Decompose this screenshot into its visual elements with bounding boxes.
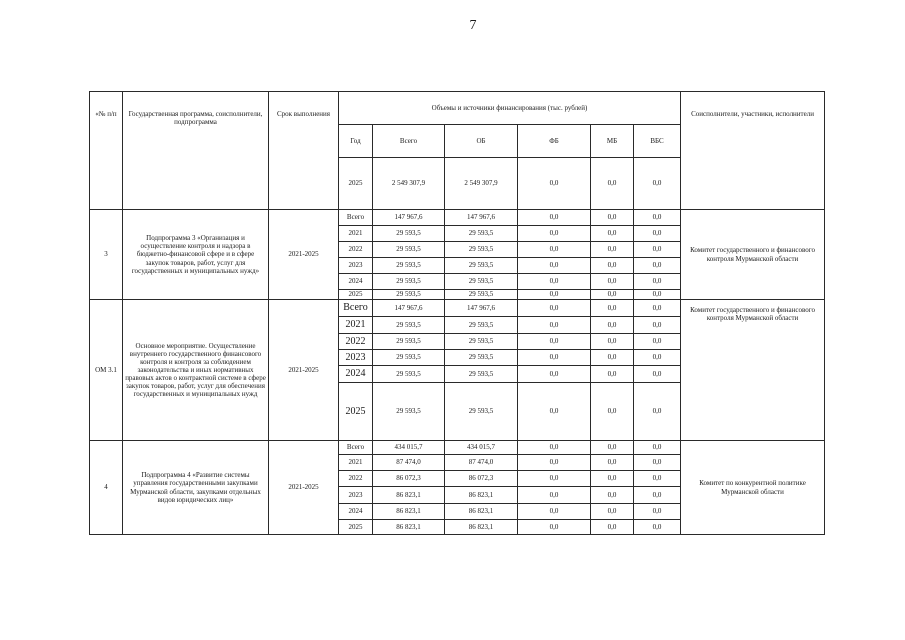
- value-cell: 29 593,5: [373, 334, 445, 350]
- year-cell: 2025: [339, 290, 373, 300]
- section-name: Подпрограмма 4 «Развитие системы управления государственными закупками Мурманской области, закупками отдельных видов юридических лиц»: [123, 441, 269, 535]
- value-cell: 29 593,5: [373, 290, 445, 300]
- value-cell: 29 593,5: [445, 290, 518, 300]
- year-cell: 2024: [339, 504, 373, 520]
- header-funding: Объемы и источники финансирования (тыс. рублей): [339, 92, 681, 125]
- value-cell: 0,0: [518, 290, 591, 300]
- value-cell: 0,0: [634, 334, 681, 350]
- value-cell: 29 593,5: [373, 383, 445, 441]
- value-cell: 0,0: [591, 471, 634, 487]
- value-cell: 0,0: [591, 334, 634, 350]
- value-cell: 0,0: [518, 242, 591, 258]
- value-cell: 0,0: [634, 366, 681, 383]
- value-cell: 29 593,5: [445, 242, 518, 258]
- table-row: [90, 300, 825, 317]
- table-body: [90, 92, 825, 535]
- value-cell: 0,0: [518, 520, 591, 535]
- value-cell: 86 823,1: [373, 504, 445, 520]
- section-num: 3: [90, 210, 123, 300]
- value-cell: 29 593,5: [373, 350, 445, 366]
- year-cell: Всего: [339, 300, 373, 317]
- section-num: 4: [90, 441, 123, 535]
- header-col-ob: ОБ: [445, 125, 518, 158]
- value-cell: 0,0: [518, 274, 591, 290]
- value-cell: 0,0: [518, 471, 591, 487]
- value-cell: 29 593,5: [373, 274, 445, 290]
- value-cell: 0,0: [518, 334, 591, 350]
- header-program: Государственная программа, соисполнители, подпрограмма: [123, 92, 269, 210]
- value-cell: 86 823,1: [373, 520, 445, 535]
- value-cell: 86 823,1: [445, 504, 518, 520]
- value-cell: 0,0: [591, 487, 634, 504]
- value-cell: 0,0: [634, 441, 681, 455]
- value-cell: 434 015,7: [373, 441, 445, 455]
- value-cell: 0,0: [591, 504, 634, 520]
- value-cell: 0,0: [634, 274, 681, 290]
- value-cell: 86 823,1: [445, 487, 518, 504]
- page-number: 7: [469, 18, 477, 33]
- value-cell: 29 593,5: [445, 274, 518, 290]
- cell: 2 549 307,9: [373, 158, 445, 210]
- header-col-year: Год: [339, 125, 373, 158]
- value-cell: 29 593,5: [445, 226, 518, 242]
- value-cell: 0,0: [591, 242, 634, 258]
- value-cell: 0,0: [518, 317, 591, 334]
- value-cell: 147 967,6: [445, 300, 518, 317]
- section-num: ОМ 3.1: [90, 300, 123, 441]
- year-cell: 2023: [339, 487, 373, 504]
- year-cell: 2023: [339, 350, 373, 366]
- value-cell: 29 593,5: [373, 258, 445, 274]
- value-cell: 29 593,5: [445, 350, 518, 366]
- value-cell: 0,0: [634, 210, 681, 226]
- value-cell: 147 967,6: [373, 300, 445, 317]
- year-cell: 2024: [339, 274, 373, 290]
- value-cell: 0,0: [518, 300, 591, 317]
- value-cell: 0,0: [518, 210, 591, 226]
- section-term: 2021-2025: [269, 300, 339, 441]
- section-executor: Комитет по конкурентной политике Мурманской области: [681, 441, 825, 535]
- value-cell: 0,0: [591, 441, 634, 455]
- value-cell: 86 072,3: [445, 471, 518, 487]
- value-cell: 86 823,1: [445, 520, 518, 535]
- value-cell: 0,0: [634, 290, 681, 300]
- header-col-fb: ФБ: [518, 125, 591, 158]
- value-cell: 29 593,5: [445, 383, 518, 441]
- value-cell: 86 823,1: [373, 487, 445, 504]
- year-cell: Всего: [339, 210, 373, 226]
- value-cell: 0,0: [518, 258, 591, 274]
- value-cell: 0,0: [634, 471, 681, 487]
- value-cell: 29 593,5: [373, 242, 445, 258]
- value-cell: 0,0: [634, 226, 681, 242]
- value-cell: 0,0: [518, 441, 591, 455]
- value-cell: 0,0: [518, 383, 591, 441]
- section-term: 2021-2025: [269, 441, 339, 535]
- section-executor: Комитет государственного и финансового контроля Мурманской области: [681, 300, 825, 441]
- table-row: [90, 210, 825, 226]
- value-cell: 0,0: [591, 258, 634, 274]
- value-cell: 0,0: [518, 487, 591, 504]
- value-cell: 0,0: [591, 226, 634, 242]
- cell: 0,0: [591, 158, 634, 210]
- value-cell: 0,0: [591, 366, 634, 383]
- value-cell: 87 474,0: [373, 455, 445, 471]
- section-executor: Комитет государственного и финансового контроля Мурманской области: [681, 210, 825, 300]
- value-cell: 86 072,3: [373, 471, 445, 487]
- table-row: [90, 441, 825, 455]
- value-cell: 0,0: [634, 300, 681, 317]
- value-cell: 0,0: [591, 455, 634, 471]
- year-cell: 2025: [339, 520, 373, 535]
- value-cell: 29 593,5: [445, 258, 518, 274]
- header-executors: Соисполнители, участники, исполнители: [681, 92, 825, 210]
- value-cell: 147 967,6: [373, 210, 445, 226]
- year-cell: 2021: [339, 226, 373, 242]
- value-cell: 0,0: [518, 350, 591, 366]
- value-cell: 0,0: [634, 383, 681, 441]
- value-cell: 29 593,5: [373, 226, 445, 242]
- header-num: «№ п/п: [90, 92, 123, 210]
- year-cell: 2022: [339, 471, 373, 487]
- year-cell: 2024: [339, 366, 373, 383]
- year-cell: 2022: [339, 242, 373, 258]
- year-cell: 2025: [339, 383, 373, 441]
- value-cell: 0,0: [518, 455, 591, 471]
- cell: 2 549 307,9: [445, 158, 518, 210]
- cell: 2025: [339, 158, 373, 210]
- value-cell: 0,0: [591, 383, 634, 441]
- value-cell: 0,0: [591, 274, 634, 290]
- header-col-vbs: ВБС: [634, 125, 681, 158]
- year-cell: 2022: [339, 334, 373, 350]
- value-cell: 0,0: [634, 258, 681, 274]
- year-cell: 2021: [339, 317, 373, 334]
- cell: 0,0: [518, 158, 591, 210]
- value-cell: 147 967,6: [445, 210, 518, 226]
- value-cell: 0,0: [634, 242, 681, 258]
- value-cell: 87 474,0: [445, 455, 518, 471]
- value-cell: 0,0: [591, 290, 634, 300]
- header-term: Срок выполнения: [269, 92, 339, 210]
- year-cell: 2021: [339, 455, 373, 471]
- header-col-mb: МБ: [591, 125, 634, 158]
- value-cell: 0,0: [518, 504, 591, 520]
- value-cell: 0,0: [518, 366, 591, 383]
- value-cell: 0,0: [634, 504, 681, 520]
- value-cell: 0,0: [591, 300, 634, 317]
- value-cell: 0,0: [591, 317, 634, 334]
- value-cell: 0,0: [634, 487, 681, 504]
- value-cell: 0,0: [591, 520, 634, 535]
- section-term: 2021-2025: [269, 210, 339, 300]
- value-cell: 0,0: [634, 350, 681, 366]
- value-cell: 0,0: [518, 226, 591, 242]
- year-cell: 2023: [339, 258, 373, 274]
- section-name: Подпрограмма 3 «Организация и осуществление контроля и надзора в бюджетно-финансовой сфере и в сфере закупок товаров, работ, услуг для государственных и муниципальных нужд»: [123, 210, 269, 300]
- value-cell: 29 593,5: [373, 366, 445, 383]
- value-cell: 0,0: [634, 520, 681, 535]
- year-cell: Всего: [339, 441, 373, 455]
- section-name: Основное мероприятие. Осуществление внутреннего государственного финансового контроля и контроля за соблюдением законодательства и иных нормативных правовых актов о контрактной системе в сфере закупок товаров, работ, услуг для обеспечения государственных и муниципальных нужд: [123, 300, 269, 441]
- value-cell: 0,0: [591, 350, 634, 366]
- value-cell: 29 593,5: [445, 334, 518, 350]
- header-col-total: Всего: [373, 125, 445, 158]
- cell: 0,0: [634, 158, 681, 210]
- value-cell: 0,0: [634, 317, 681, 334]
- value-cell: 29 593,5: [373, 317, 445, 334]
- value-cell: 434 015,7: [445, 441, 518, 455]
- value-cell: 29 593,5: [445, 366, 518, 383]
- value-cell: 0,0: [634, 455, 681, 471]
- value-cell: 29 593,5: [445, 317, 518, 334]
- header-row-1: [90, 92, 825, 125]
- financing-table: [89, 91, 825, 535]
- value-cell: 0,0: [591, 210, 634, 226]
